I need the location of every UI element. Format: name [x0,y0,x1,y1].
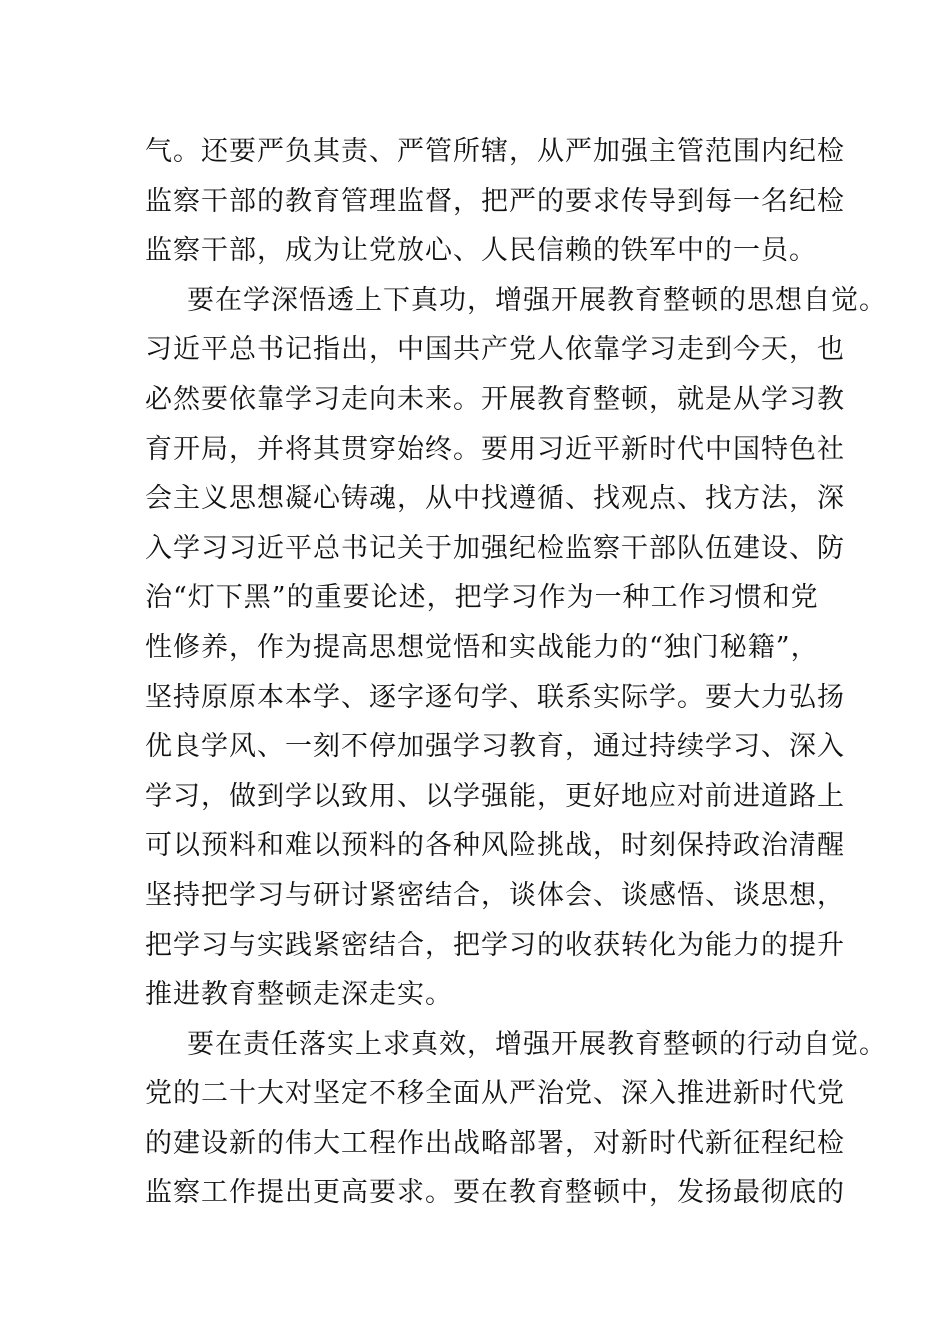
paragraph-start-line: 要在责任落实上求真效，增强开展教育整顿的行动自觉。 [187,1028,887,1060]
text-line: 监察干部，成为让党放心、人民信赖的铁军中的一员。 [145,235,817,267]
text-line: 必然要依靠学习走向未来。开展教育整顿，就是从学习教 [145,383,845,415]
text-line: 育开局，并将其贯穿始终。要用习近平新时代中国特色社 [145,433,845,465]
paragraph-start-line: 要在学深悟透上下真功，增强开展教育整顿的思想自觉。 [187,284,887,316]
text-line: 优良学风、一刻不停加强学习教育，通过持续学习、深入 [145,731,845,763]
body-text [145,127,887,1218]
text-line: 把学习与实践紧密结合，把学习的收获转化为能力的提升 [145,929,845,961]
text-line: 学习，做到学以致用、以学强能，更好地应对前进道路上 [145,780,845,812]
text-line: 党的二十大对坚定不移全面从严治党、深入推进新时代党 [145,1078,845,1110]
text-line: 推进教育整顿走深走实。 [145,979,453,1011]
text-line: 坚持原原本本学、逐字逐句学、联系实际学。要大力弘扬 [145,681,845,713]
text-line: 习近平总书记指出，中国共产党人依靠学习走到今天，也 [145,334,845,366]
text-line: 监察工作提出更高要求。要在教育整顿中，发扬最彻底的 [145,1177,845,1209]
text-line: 入学习习近平总书记关于加强纪检监察干部队伍建设、防 [145,532,845,564]
text-line: 性修养，作为提高思想觉悟和实战能力的“独门秘籍”， [145,631,819,663]
text-line: 会主义思想凝心铸魂，从中找遵循、找观点、找方法，深 [145,483,845,515]
text-line: 监察干部的教育管理监督，把严的要求传导到每一名纪检 [145,185,845,217]
text-line: 坚持把学习与研讨紧密结合，谈体会、谈感悟、谈思想， [145,879,845,911]
text-line: 可以预料和难以预料的各种风险挑战，时刻保持政治清醒 [145,830,845,862]
text-line: 治“灯下黑”的重要论述，把学习作为一种工作习惯和党 [145,582,819,614]
text-line: 气。还要严负其责、严管所辖，从严加强主管范围内纪检 [145,136,845,167]
text-line: 的建设新的伟大工程作出战略部署，对新时代新征程纪检 [145,1127,845,1159]
